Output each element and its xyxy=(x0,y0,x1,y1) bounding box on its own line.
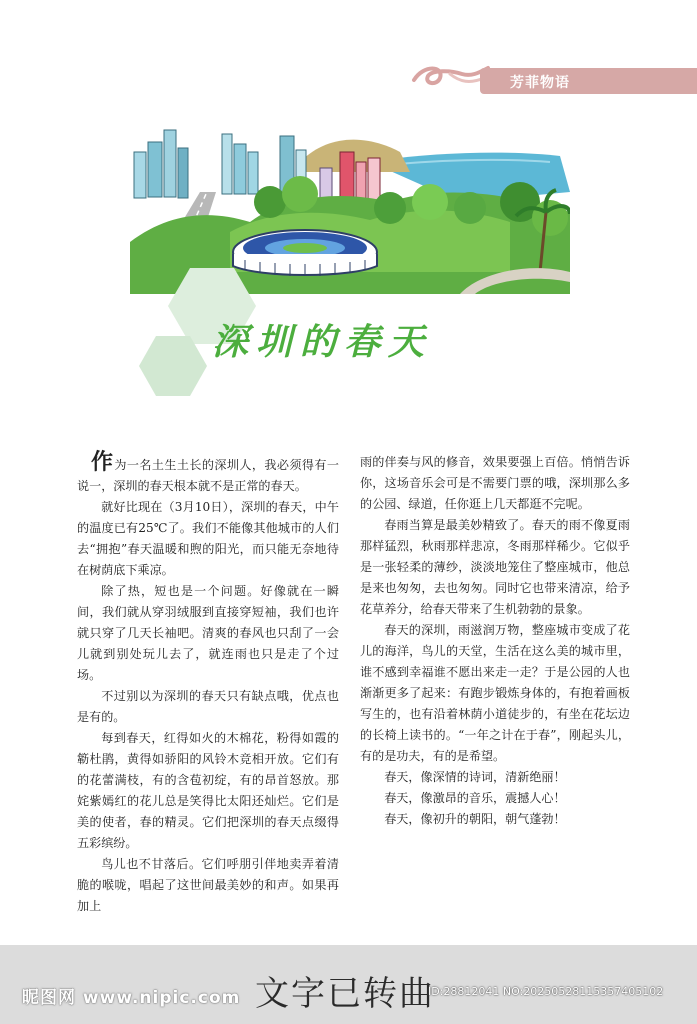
article-title: 深圳的春天 xyxy=(212,322,433,363)
article-right-column xyxy=(360,452,630,830)
decorative-swirl-icon xyxy=(410,60,490,94)
watermark-site-logo: 昵图网 www.nipic.com xyxy=(22,988,241,1008)
paragraph-1: 作为一名土生土长的深圳人，我必须得有一说一，深圳的春天根本就不是正常的春天。 xyxy=(77,449,339,493)
paragraph-3: 除了热，短也是一个问题。好像就在一瞬间，我们就从穿羽绒服到直接穿短袖，我们也许就只穿了几天长袖吧。清爽的春风也只刮了一会儿就到别处玩儿去了，就连雨也只是走了个过场。 xyxy=(77,584,339,682)
watermark-image-id: ID:28812041 NO:20250528115357405102 xyxy=(428,985,664,998)
paragraph-8: 春天的深圳，雨滋润万物，整座城市变成了花儿的海洋，鸟儿的天堂，生活在这么美的城市里，谁不感到幸福谁不愿出来走一走？于是公园的人也渐渐更多了起来：有跑步锻炼身体的，有抱着画板写生的，也有沿着林荫小道徒步的，有坐在花坛边的长椅上读书的。“一年之计在于春”，刚起头儿，有的是功夫，有的是希望。 xyxy=(360,623,630,763)
paragraph-2: 就好比现在（3月10日），深圳的春天，中午的温度已有25℃了。我们不能像其他城市的人们去“拥抱”春天温暖和煦的阳光，而只能无奈地待在树荫底下乘凉。 xyxy=(77,500,339,577)
dropcap: 作 xyxy=(91,449,114,475)
closing-line-1: 春天，像深情的诗词，清新绝丽！ xyxy=(384,770,566,784)
watermark-caption: 文字已转曲 xyxy=(255,974,435,1014)
paragraph-6-continued: 雨的伴奏与风的修音，效果要强上百倍。悄悄告诉你，这场音乐会可是不需要门票的哦，深圳那么多的公园、绿道，任你逛上几天都逛不完呢。 xyxy=(360,455,630,511)
closing-line-2: 春天，像激昂的音乐，震撼人心！ xyxy=(384,791,566,805)
article-left-column xyxy=(77,449,339,917)
paragraph-6: 鸟儿也不甘落后。它们呼朋引伴地卖弄着清脆的喉咙，唱起了这世间最美妙的和声。如果再加上 xyxy=(77,857,339,913)
paragraph-5: 每到春天，红得如火的木棉花，粉得如霞的簕杜鹃，黄得如骄阳的风铃木竞相开放。它们有的花蕾满枝，有的含苞初绽，有的昂首怒放。那姹紫嫣红的花儿总是笑得比太阳还灿烂。它们是美的使者，春的精灵。它们把深圳的春天点缀得五彩缤纷。 xyxy=(77,731,339,850)
paragraph-7: 春雨当算是最美妙精致了。春天的雨不像夏雨那样猛烈，秋雨那样悲凉，冬雨那样稀少。它似乎是一张轻柔的薄纱，淡淡地笼住了整座城市，他总是来也匆匆，去也匆匆。同时它也带来清凉，给予花草养分，给春天带来了生机勃勃的景象。 xyxy=(360,518,630,616)
closing-line-3: 春天，像初升的朝阳，朝气蓬勃！ xyxy=(384,812,566,826)
paragraph-4: 不过别以为深圳的春天只有缺点哦，优点也是有的。 xyxy=(77,689,339,724)
section-label: 芳菲物语 xyxy=(510,75,570,91)
